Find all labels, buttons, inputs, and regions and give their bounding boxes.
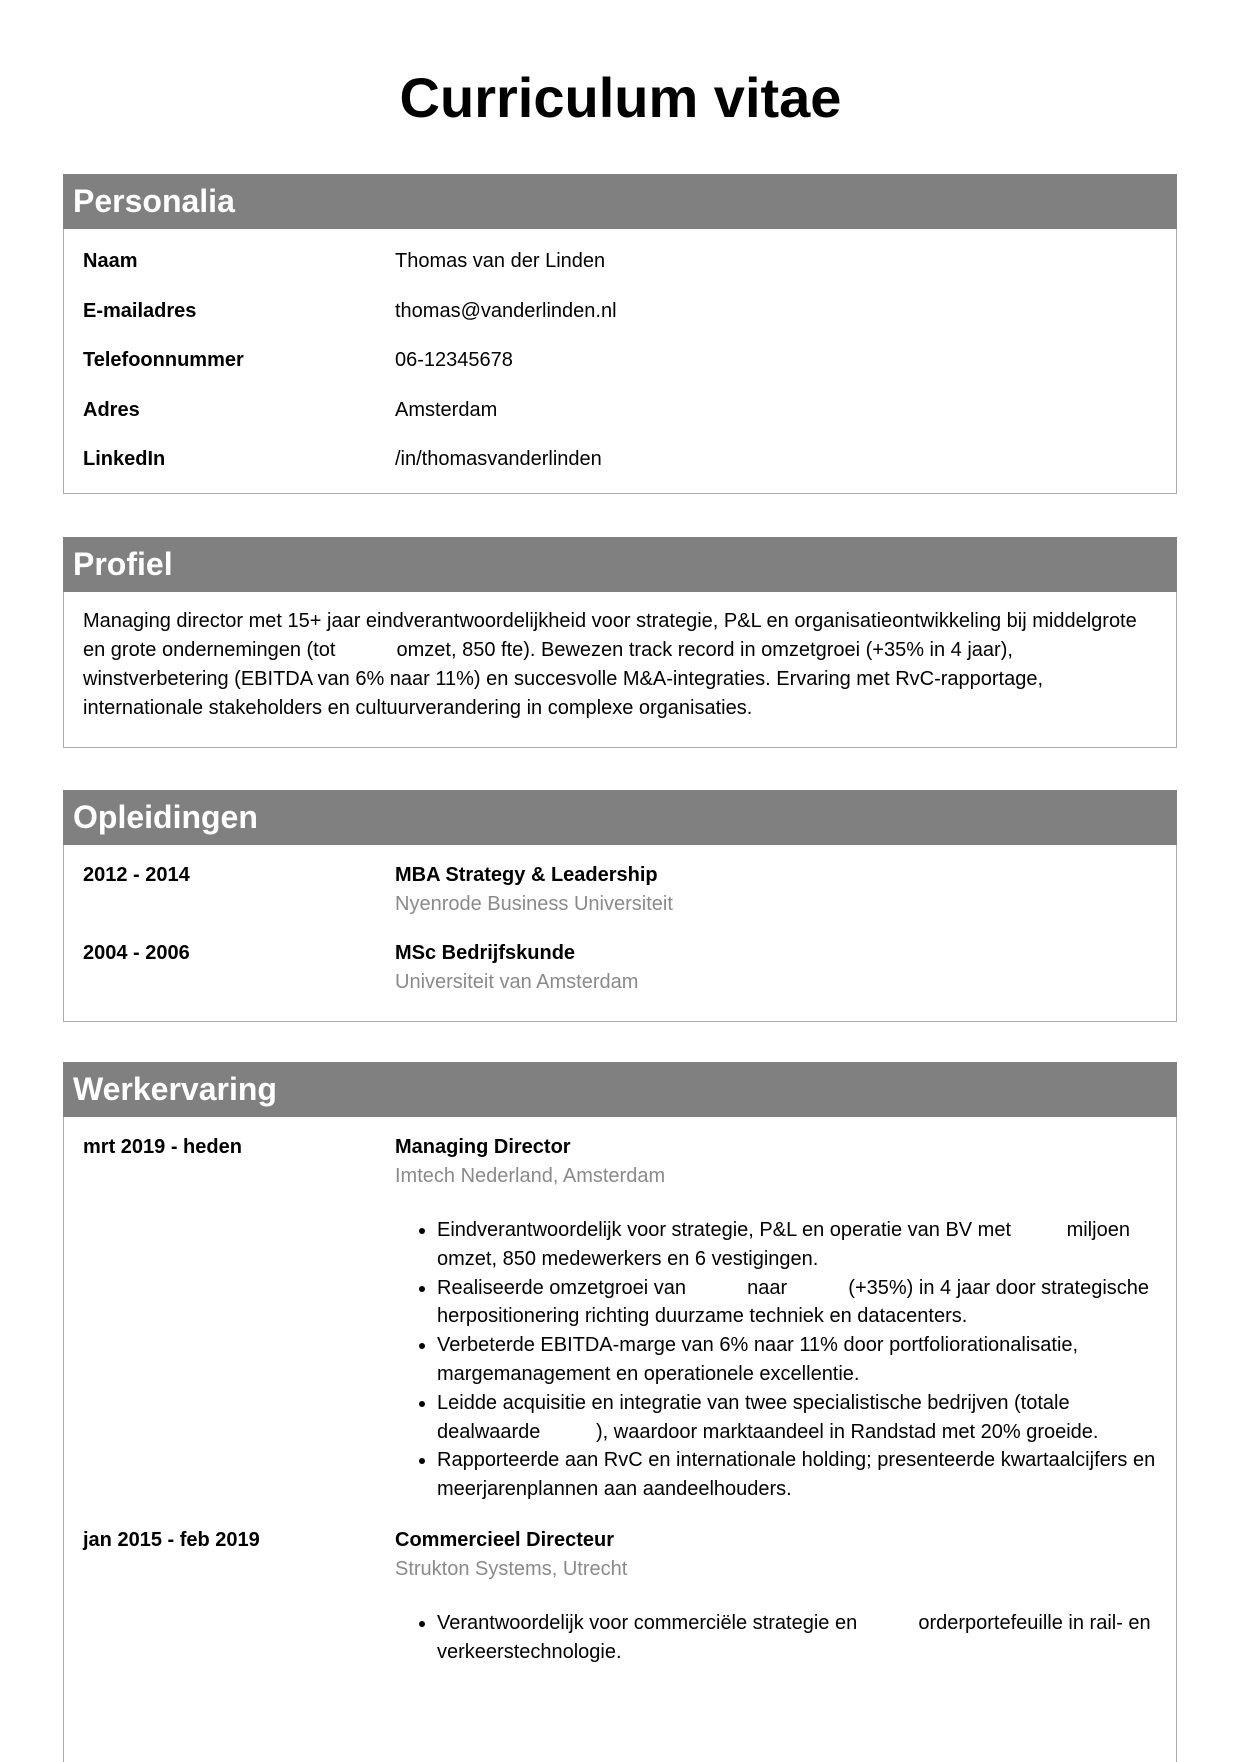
work-company: Imtech Nederland, Amsterdam [395,1165,666,1187]
row-value: /in/thomasvanderlinden [395,448,602,470]
education-institution: Universiteit van Amsterdam [395,971,639,993]
row-label: E-mailadres [83,299,197,322]
work-bullets [395,1609,1157,1667]
education-item [83,939,1157,997]
personalia-section [63,174,1177,494]
work-period: mrt 2019 - heden [83,1136,242,1158]
row-label: Telefoonnummer [83,349,244,371]
profile-text: Managing director met 15+ jaar eindverantwoordelijkheid voor strategie, P&L en organisatieontwikkeling bij middelgrote en grote ondernemingen (tot omzet, 850 fte). Bewezen track record in omzetgroei (+35% in 4 jaar), winstverbetering (EBITDA van 6% naar 11%) en succesvolle M&A-integraties. Ervaring met RvC-rapportage, internationale stakeholders en cultuurverandering in complexe organisaties. [83,610,1143,719]
row-value: 06-12345678 [395,349,513,371]
personalia-row-phone [83,346,1157,375]
personalia-row-email [83,297,1157,326]
row-value: Amsterdam [395,398,498,421]
personalia-row-name [83,247,1157,276]
profiel-section [63,537,1177,748]
work-bullet: • Eindverantwoordelijk voor strategie, P&L en operatie van BV met miljoen omzet, 850 medewerkers en 6 vestigingen. [437,1216,1157,1274]
row-label: Naam [83,250,138,272]
row-value: thomas@vanderlinden.nl [395,299,617,322]
opleidingen-section [63,790,1177,1022]
education-period: 2004 - 2006 [83,942,190,964]
personalia-row-address [83,396,1157,425]
work-period: jan 2015 - feb 2019 [83,1528,260,1551]
work-bullet: • Leidde acquisitie en integratie van twee specialistische bedrijven (totale dealwaarde ), waardoor marktaandeel in Randstad met 20% groeide. [437,1389,1157,1447]
work-bullet: • Rapporteerde aan RvC en internationale holding; presenteerde kwartaalcijfers en meerjarenplannen aan aandeelhouders. [437,1446,1157,1504]
opleidingen-heading: Opleidingen [63,790,1177,845]
education-title: MSc Bedrijfskunde [395,942,576,964]
education-period: 2012 - 2014 [83,864,190,886]
werkervaring-heading: Werkervaring [63,1062,1177,1117]
work-item [83,1133,1157,1504]
work-bullet: • Verantwoordelijk voor commerciële strategie en orderportefeuille in rail- en verkeerstechnologie. [437,1609,1157,1667]
education-item [83,861,1157,919]
work-item [83,1526,1157,1667]
work-bullet: • Realiseerde omzetgroei van naar (+35%) in 4 jaar door strategische herpositionering richting duurzame techniek en datacenters. [437,1274,1157,1332]
profiel-heading: Profiel [63,537,1177,592]
row-label: LinkedIn [83,448,166,470]
personalia-row-linkedin [83,445,1157,474]
row-value: Thomas van der Linden [395,250,606,272]
work-bullet: • Verbeterde EBITDA-marge van 6% naar 11% door portfoliorationalisatie, margemanagement en operationele excellentie. [437,1331,1157,1389]
education-institution: Nyenrode Business Universiteit [395,893,673,915]
work-bullets [395,1216,1157,1504]
row-label: Adres [83,398,140,421]
page-title: Curriculum vitae [399,66,842,129]
werkervaring-section [63,1062,1177,1762]
education-title: MBA Strategy & Leadership [395,864,658,886]
work-company: Strukton Systems, Utrecht [395,1557,628,1580]
personalia-heading: Personalia [63,174,1177,229]
work-title: Managing Director [395,1136,571,1158]
work-title: Commercieel Directeur [395,1528,614,1551]
